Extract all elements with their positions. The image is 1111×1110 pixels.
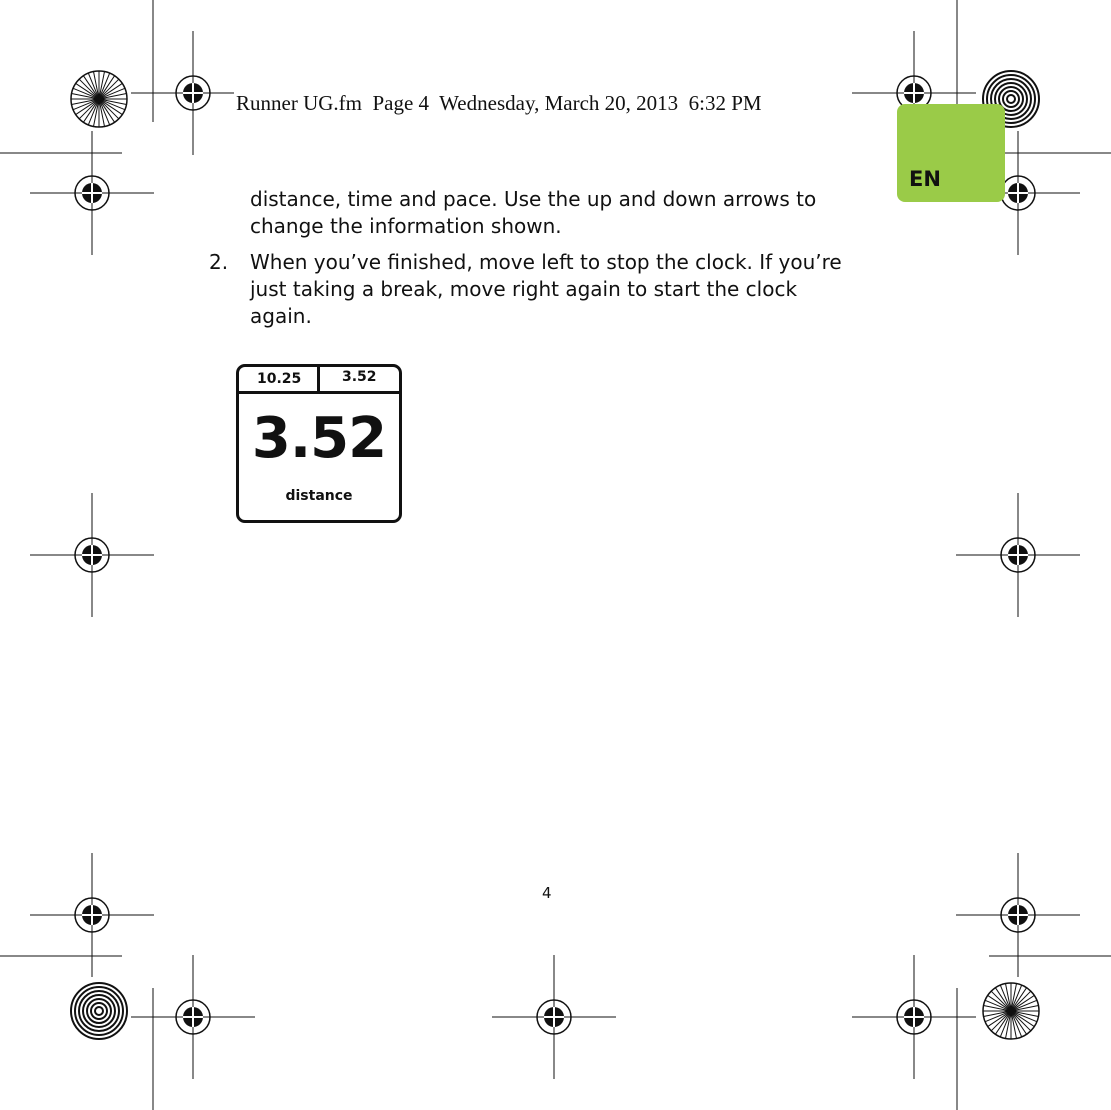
device-main-value: 3.52 <box>251 406 387 471</box>
body-text-line: When you’ve finished, move left to stop the clock. If you’re <box>250 250 842 274</box>
device-top-bar <box>239 367 399 394</box>
device-main-label: distance <box>285 488 353 504</box>
device-top-left-value: 10.25 <box>257 371 302 387</box>
page-number: 4 <box>542 884 552 902</box>
language-tab-label: EN <box>909 167 941 191</box>
device-screen-illustration <box>236 364 402 523</box>
print-header-slug: Runner UG.fm Page 4 Wednesday, March 20, 2013 6:32 PM <box>234 88 764 118</box>
body-text-line: change the information shown. <box>250 214 562 238</box>
device-top-right-value: 3.52 <box>342 369 377 385</box>
body-text-line: again. <box>250 304 312 328</box>
body-text-line: just taking a break, move right again to start the clock <box>250 277 798 301</box>
step-number: 2. <box>209 250 229 274</box>
device-divider <box>317 367 320 391</box>
body-text-line: distance, time and pace. Use the up and down arrows to <box>250 187 817 211</box>
